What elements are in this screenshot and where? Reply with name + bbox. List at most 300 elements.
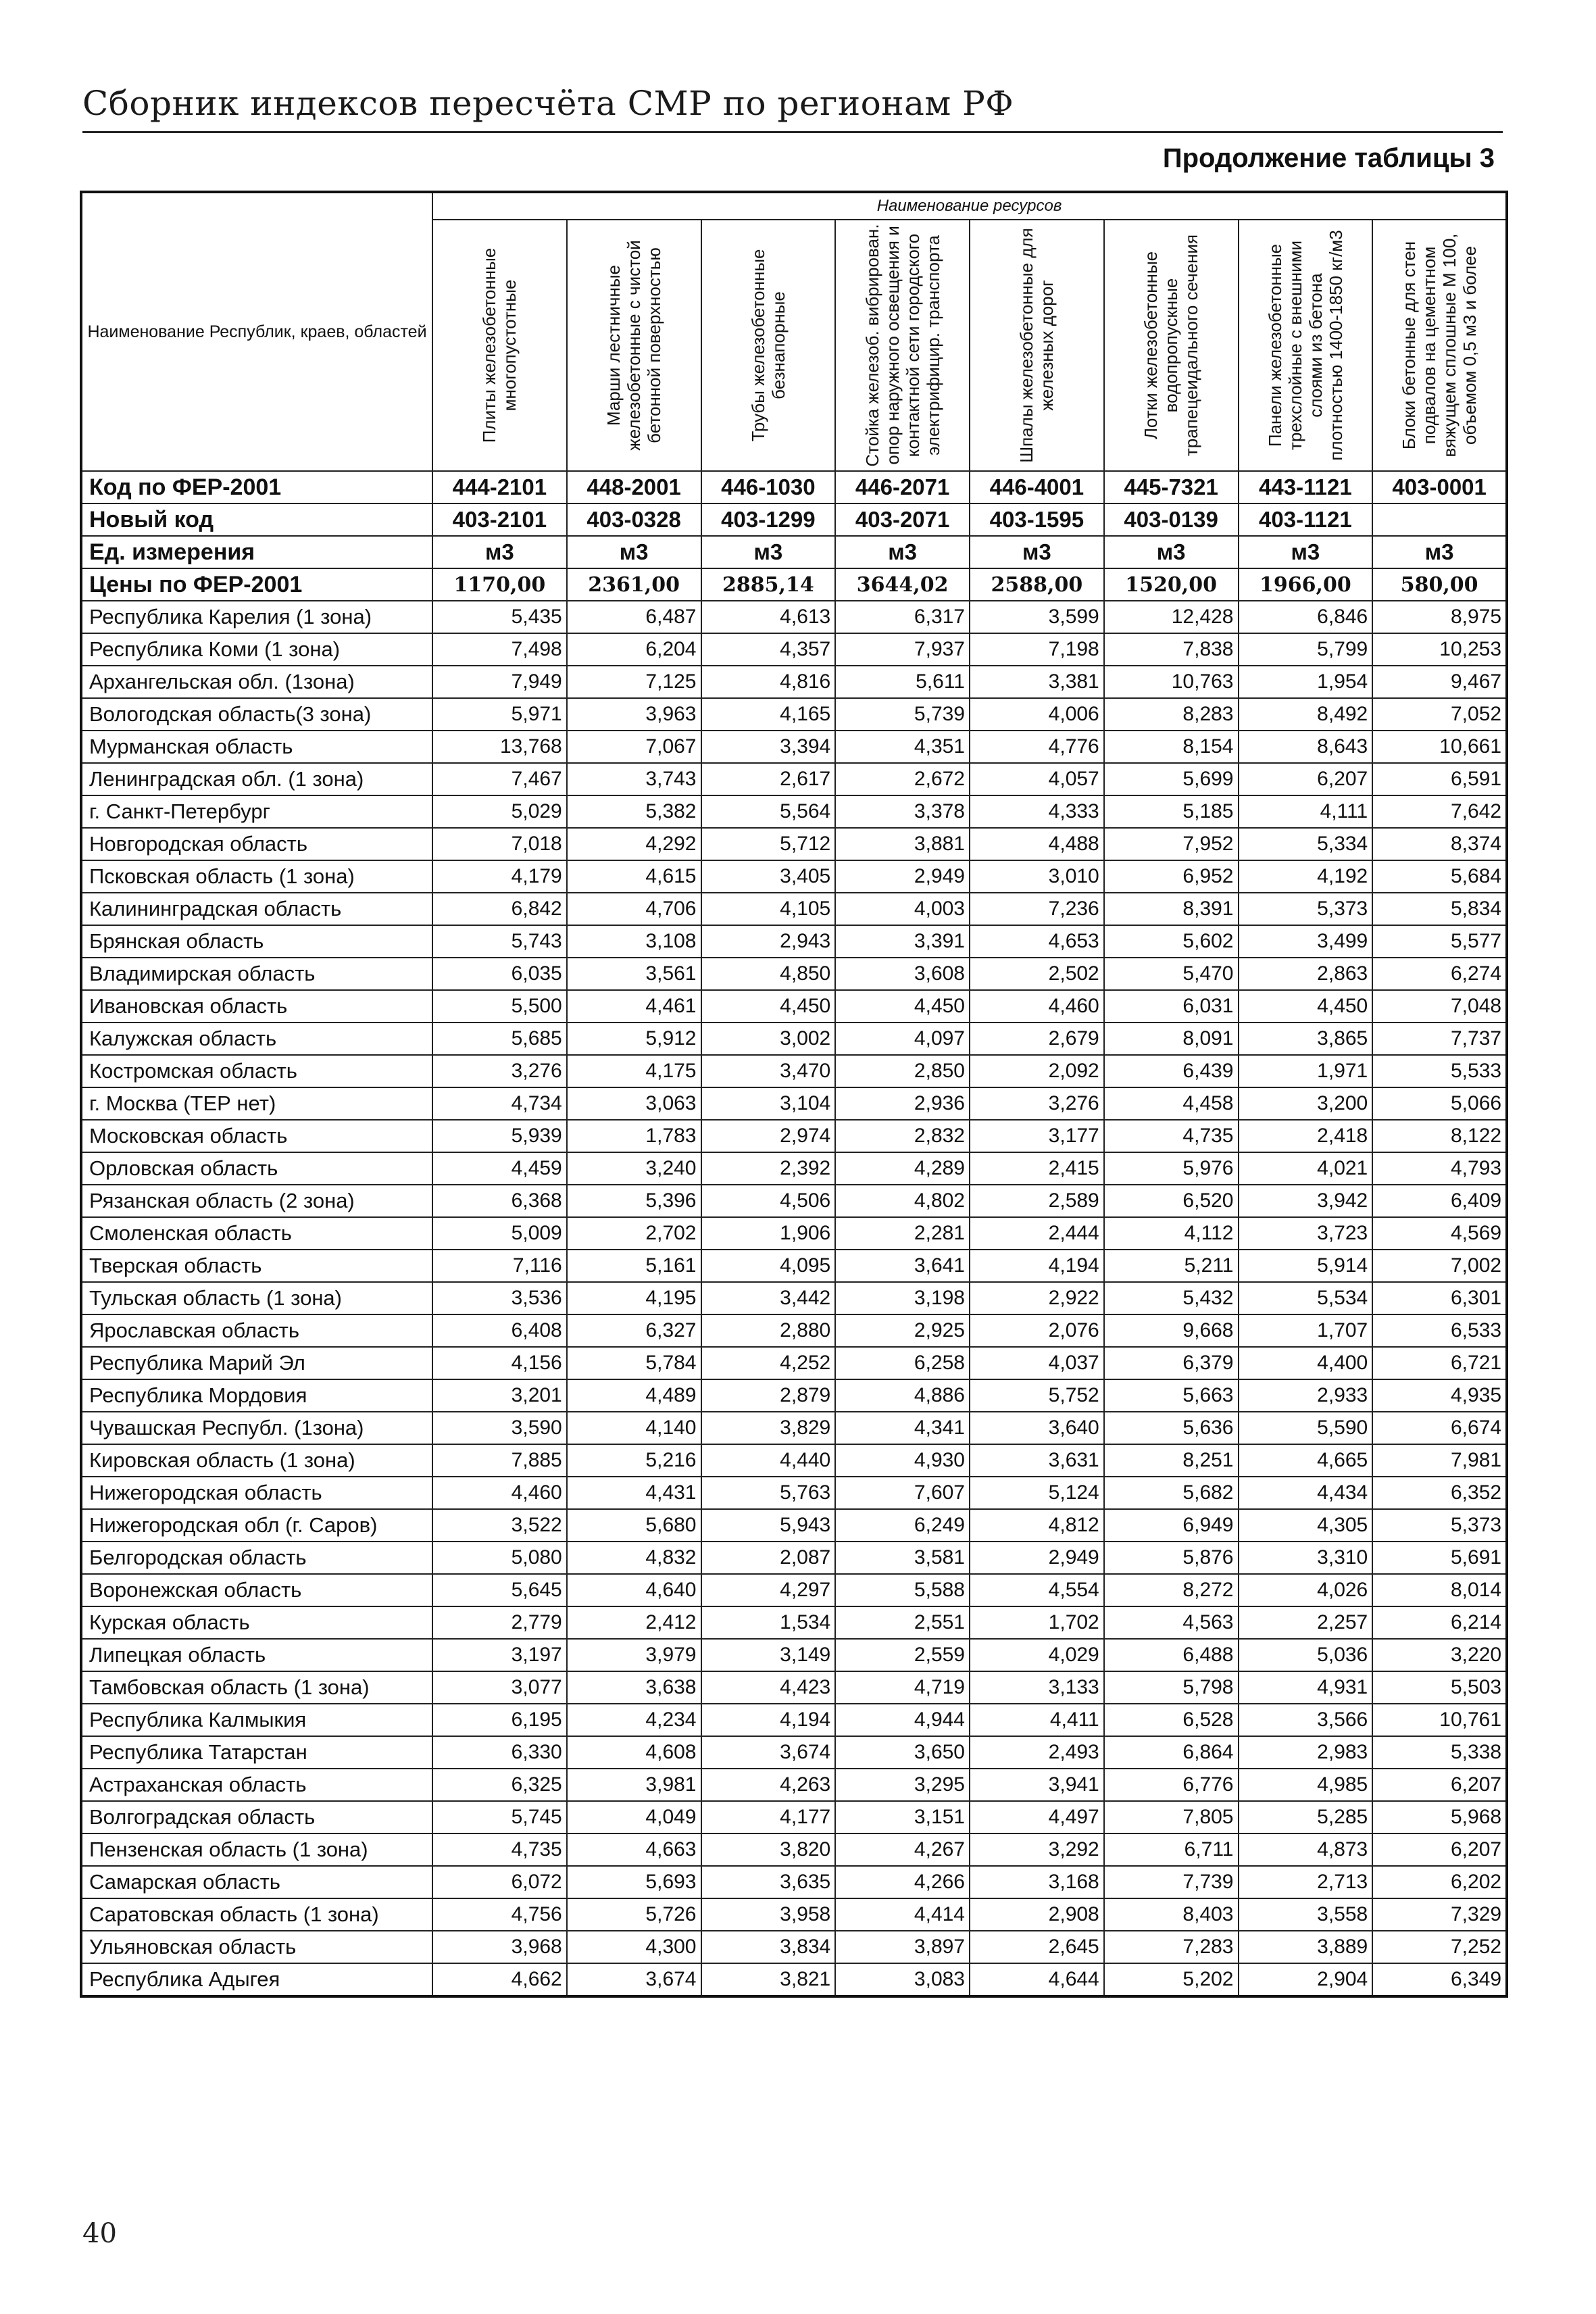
index-value: 6,207 — [1239, 763, 1373, 795]
index-value: 4,357 — [701, 633, 836, 666]
index-value: 10,763 — [1104, 666, 1239, 698]
region-name: Тамбовская область (1 зона) — [81, 1671, 432, 1704]
index-value: 5,739 — [835, 698, 970, 731]
meta-value: 2361,00 — [567, 568, 701, 601]
index-value: 3,295 — [835, 1769, 970, 1801]
index-value: 5,029 — [432, 795, 567, 828]
index-value: 2,949 — [835, 860, 970, 893]
region-name: Республика Адыгея — [81, 1963, 432, 1996]
region-name: Новгородская область — [81, 828, 432, 860]
index-value: 4,459 — [432, 1152, 567, 1185]
index-value: 5,211 — [1104, 1250, 1239, 1282]
index-value: 8,374 — [1372, 828, 1507, 860]
index-value: 5,202 — [1104, 1963, 1239, 1996]
meta-value: 403-2101 — [432, 503, 567, 536]
table-row — [81, 1833, 1507, 1866]
index-value: 7,642 — [1372, 795, 1507, 828]
index-value: 3,151 — [835, 1801, 970, 1833]
index-value: 3,650 — [835, 1736, 970, 1769]
index-value: 6,202 — [1372, 1866, 1507, 1898]
fer-code-row — [81, 471, 1507, 503]
index-value: 2,493 — [970, 1736, 1104, 1769]
index-value: 3,821 — [701, 1963, 836, 1996]
index-value: 5,373 — [1372, 1509, 1507, 1542]
index-value: 2,645 — [970, 1931, 1104, 1963]
index-value: 7,198 — [970, 633, 1104, 666]
index-value: 3,566 — [1239, 1704, 1373, 1736]
index-value: 1,707 — [1239, 1314, 1373, 1347]
index-value: 4,458 — [1104, 1087, 1239, 1120]
index-value: 6,520 — [1104, 1185, 1239, 1217]
index-value: 6,721 — [1372, 1347, 1507, 1379]
index-value: 10,761 — [1372, 1704, 1507, 1736]
header-rule — [82, 131, 1503, 133]
index-value: 4,793 — [1372, 1152, 1507, 1185]
index-value: 6,327 — [567, 1314, 701, 1347]
index-value: 4,930 — [835, 1444, 970, 1477]
index-value: 3,198 — [835, 1282, 970, 1314]
index-value: 5,161 — [567, 1250, 701, 1282]
region-name: Волгоградская область — [81, 1801, 432, 1833]
table-row — [81, 1866, 1507, 1898]
index-value: 3,581 — [835, 1542, 970, 1574]
region-name: Республика Калмыкия — [81, 1704, 432, 1736]
index-value: 5,784 — [567, 1347, 701, 1379]
index-value: 7,048 — [1372, 990, 1507, 1023]
meta-value: м3 — [567, 536, 701, 568]
price-row — [81, 568, 1507, 601]
index-value: 7,052 — [1372, 698, 1507, 731]
meta-value: м3 — [1239, 536, 1373, 568]
index-value: 1,906 — [701, 1217, 836, 1250]
index-value: 2,779 — [432, 1606, 567, 1639]
index-value: 4,706 — [567, 893, 701, 925]
column-header-label: Марши лестничные железобетонные с чистой бетонной поверхностью — [603, 240, 665, 451]
index-value: 4,006 — [970, 698, 1104, 731]
index-value: 3,220 — [1372, 1639, 1507, 1671]
index-value: 3,599 — [970, 601, 1104, 633]
region-name: Саратовская область (1 зона) — [81, 1898, 432, 1931]
meta-value: 580,00 — [1372, 568, 1507, 601]
index-value: 5,590 — [1239, 1412, 1373, 1444]
region-name: Пензенская область (1 зона) — [81, 1833, 432, 1866]
index-value: 4,266 — [835, 1866, 970, 1898]
index-value: 3,881 — [835, 828, 970, 860]
index-value: 3,558 — [1239, 1898, 1373, 1931]
table-row — [81, 601, 1507, 633]
index-value: 5,338 — [1372, 1736, 1507, 1769]
index-value: 3,958 — [701, 1898, 836, 1931]
index-value: 6,207 — [1372, 1769, 1507, 1801]
index-value: 4,021 — [1239, 1152, 1373, 1185]
index-value: 4,931 — [1239, 1671, 1373, 1704]
index-value: 4,179 — [432, 860, 567, 893]
index-value: 12,428 — [1104, 601, 1239, 633]
meta-value: 1170,00 — [432, 568, 567, 601]
index-value: 8,391 — [1104, 893, 1239, 925]
index-value: 7,737 — [1372, 1023, 1507, 1055]
region-name: Костромская область — [81, 1055, 432, 1087]
index-value: 4,461 — [567, 990, 701, 1023]
column-header-label: Лотки железобетонные водопропускные трапецеидального сечения — [1141, 234, 1202, 457]
index-value: 5,382 — [567, 795, 701, 828]
index-value: 8,403 — [1104, 1898, 1239, 1931]
index-value: 5,680 — [567, 1509, 701, 1542]
table-row — [81, 1185, 1507, 1217]
index-value: 4,615 — [567, 860, 701, 893]
index-value: 4,289 — [835, 1152, 970, 1185]
index-value: 5,066 — [1372, 1087, 1507, 1120]
index-value: 4,029 — [970, 1639, 1104, 1671]
table-row — [81, 828, 1507, 860]
index-value: 3,638 — [567, 1671, 701, 1704]
region-name: г. Москва (ТЕР нет) — [81, 1087, 432, 1120]
table-row — [81, 1509, 1507, 1542]
table-row — [81, 795, 1507, 828]
data-rows — [81, 601, 1507, 1996]
index-value: 5,693 — [567, 1866, 701, 1898]
index-value: 4,333 — [970, 795, 1104, 828]
table-row — [81, 1250, 1507, 1282]
index-value: 9,668 — [1104, 1314, 1239, 1347]
index-value: 4,175 — [567, 1055, 701, 1087]
index-value: 2,922 — [970, 1282, 1104, 1314]
region-name: Республика Татарстан — [81, 1736, 432, 1769]
index-value: 4,057 — [970, 763, 1104, 795]
index-value: 4,644 — [970, 1963, 1104, 1996]
region-name: Псковская область (1 зона) — [81, 860, 432, 893]
column-header-label: Трубы железобетонные безнапорные — [747, 249, 789, 442]
new-code-row — [81, 503, 1507, 536]
index-value: 6,349 — [1372, 1963, 1507, 1996]
index-value: 3,381 — [970, 666, 1104, 698]
meta-value: 403-0139 — [1104, 503, 1239, 536]
index-value: 7,329 — [1372, 1898, 1507, 1931]
page-number: 40 — [82, 2218, 117, 2249]
index-value: 4,653 — [970, 925, 1104, 958]
meta-value: 446-4001 — [970, 471, 1104, 503]
index-value: 3,641 — [835, 1250, 970, 1282]
unit-row — [81, 536, 1507, 568]
index-value: 5,470 — [1104, 958, 1239, 990]
column-header — [1372, 220, 1507, 471]
index-value: 6,674 — [1372, 1412, 1507, 1444]
index-value: 5,645 — [432, 1574, 567, 1606]
meta-value: 2885,14 — [701, 568, 836, 601]
index-value: 4,037 — [970, 1347, 1104, 1379]
index-value: 6,368 — [432, 1185, 567, 1217]
index-value: 3,168 — [970, 1866, 1104, 1898]
index-value: 4,812 — [970, 1509, 1104, 1542]
index-value: 6,031 — [1104, 990, 1239, 1023]
index-value: 3,201 — [432, 1379, 567, 1412]
index-value: 6,711 — [1104, 1833, 1239, 1866]
index-value: 4,563 — [1104, 1606, 1239, 1639]
index-value: 3,200 — [1239, 1087, 1373, 1120]
index-value: 5,684 — [1372, 860, 1507, 893]
index-value: 6,035 — [432, 958, 567, 990]
index-value: 5,968 — [1372, 1801, 1507, 1833]
index-value: 6,949 — [1104, 1509, 1239, 1542]
index-value: 3,865 — [1239, 1023, 1373, 1055]
index-value: 5,373 — [1239, 893, 1373, 925]
index-value: 4,832 — [567, 1542, 701, 1574]
index-value: 3,405 — [701, 860, 836, 893]
index-value: 2,415 — [970, 1152, 1104, 1185]
index-value: 6,409 — [1372, 1185, 1507, 1217]
index-value: 3,889 — [1239, 1931, 1373, 1963]
index-value: 2,983 — [1239, 1736, 1373, 1769]
index-value: 4,802 — [835, 1185, 970, 1217]
region-name: г. Санкт-Петербург — [81, 795, 432, 828]
region-name: Калининградская область — [81, 893, 432, 925]
index-value: 5,396 — [567, 1185, 701, 1217]
meta-label: Код по ФЕР-2001 — [81, 471, 432, 503]
region-name: Мурманская область — [81, 731, 432, 763]
table-row — [81, 1347, 1507, 1379]
index-value: 4,111 — [1239, 795, 1373, 828]
index-value: 13,768 — [432, 731, 567, 763]
index-value: 3,077 — [432, 1671, 567, 1704]
meta-rows — [81, 471, 1507, 601]
index-value: 5,216 — [567, 1444, 701, 1477]
index-value: 3,240 — [567, 1152, 701, 1185]
column-header-label: Стойка железоб. вибрирован. опор наружного освещения и контактной сети городского электрифицир. транспорта — [862, 224, 943, 467]
index-value: 4,497 — [970, 1801, 1104, 1833]
index-value: 3,470 — [701, 1055, 836, 1087]
index-value: 3,820 — [701, 1833, 836, 1866]
index-value: 5,432 — [1104, 1282, 1239, 1314]
index-value: 4,105 — [701, 893, 836, 925]
index-table — [80, 191, 1508, 1998]
index-value: 7,949 — [432, 666, 567, 698]
index-value: 3,197 — [432, 1639, 567, 1671]
meta-value: 403-1299 — [701, 503, 836, 536]
table-row — [81, 633, 1507, 666]
region-name: Чувашская Республ. (1зона) — [81, 1412, 432, 1444]
table-caption: Продолжение таблицы 3 — [1162, 143, 1495, 173]
meta-value: 448-2001 — [567, 471, 701, 503]
index-value: 3,010 — [970, 860, 1104, 893]
index-value: 5,577 — [1372, 925, 1507, 958]
index-value: 4,460 — [970, 990, 1104, 1023]
index-value: 3,394 — [701, 731, 836, 763]
index-value: 2,974 — [701, 1120, 836, 1152]
index-value: 1,534 — [701, 1606, 836, 1639]
index-value: 4,488 — [970, 828, 1104, 860]
index-value: 4,608 — [567, 1736, 701, 1769]
region-name: Липецкая область — [81, 1639, 432, 1671]
table-row — [81, 1931, 1507, 1963]
index-value: 6,207 — [1372, 1833, 1507, 1866]
index-value: 4,756 — [432, 1898, 567, 1931]
index-value: 4,263 — [701, 1769, 836, 1801]
region-name: Воронежская область — [81, 1574, 432, 1606]
region-name: Ульяновская область — [81, 1931, 432, 1963]
index-value: 4,234 — [567, 1704, 701, 1736]
index-value: 2,617 — [701, 763, 836, 795]
index-value: 8,251 — [1104, 1444, 1239, 1477]
index-value: 4,450 — [701, 990, 836, 1023]
index-value: 6,352 — [1372, 1477, 1507, 1509]
index-value: 3,981 — [567, 1769, 701, 1801]
index-value: 3,590 — [432, 1412, 567, 1444]
index-value: 7,981 — [1372, 1444, 1507, 1477]
table-row — [81, 1801, 1507, 1833]
table-row — [81, 1444, 1507, 1477]
index-value: 8,122 — [1372, 1120, 1507, 1152]
index-value: 5,080 — [432, 1542, 567, 1574]
table-row — [81, 1574, 1507, 1606]
index-value: 8,154 — [1104, 731, 1239, 763]
meta-value: 1966,00 — [1239, 568, 1373, 601]
index-value: 4,431 — [567, 1477, 701, 1509]
index-value: 5,691 — [1372, 1542, 1507, 1574]
column-header-label: Плиты железобетонные многопустотные — [479, 247, 520, 443]
index-value: 2,880 — [701, 1314, 836, 1347]
index-value: 3,963 — [567, 698, 701, 731]
index-value: 4,292 — [567, 828, 701, 860]
index-value: 7,067 — [567, 731, 701, 763]
meta-value: м3 — [1372, 536, 1507, 568]
column-header-label: Панели железобетонные трехслойные с внешними слоями из бетона плотностью 1400-1850 кг/м3 — [1264, 230, 1346, 461]
table-row — [81, 893, 1507, 925]
index-value: 8,272 — [1104, 1574, 1239, 1606]
index-value: 4,735 — [1104, 1120, 1239, 1152]
index-value: 3,310 — [1239, 1542, 1373, 1574]
table-row — [81, 1671, 1507, 1704]
table-row — [81, 925, 1507, 958]
index-value: 4,165 — [701, 698, 836, 731]
index-value: 4,049 — [567, 1801, 701, 1833]
index-value: 4,640 — [567, 1574, 701, 1606]
meta-value: 445-7321 — [1104, 471, 1239, 503]
region-name: Калужская область — [81, 1023, 432, 1055]
table-row — [81, 763, 1507, 795]
index-value: 3,631 — [970, 1444, 1104, 1477]
table-row — [81, 1606, 1507, 1639]
index-value: 7,125 — [567, 666, 701, 698]
table-row — [81, 1087, 1507, 1120]
index-value: 4,944 — [835, 1704, 970, 1736]
index-value: 4,460 — [432, 1477, 567, 1509]
index-value: 7,467 — [432, 763, 567, 795]
index-value: 2,589 — [970, 1185, 1104, 1217]
index-value: 4,569 — [1372, 1217, 1507, 1250]
index-value: 3,108 — [567, 925, 701, 958]
index-value: 4,411 — [970, 1704, 1104, 1736]
region-name: Орловская область — [81, 1152, 432, 1185]
index-value: 5,564 — [701, 795, 836, 828]
region-name: Смоленская область — [81, 1217, 432, 1250]
index-value: 3,063 — [567, 1087, 701, 1120]
region-column-header: Наименование Республик, краев, областей — [81, 192, 432, 471]
index-value: 7,002 — [1372, 1250, 1507, 1282]
index-value: 4,506 — [701, 1185, 836, 1217]
index-value: 6,301 — [1372, 1282, 1507, 1314]
region-name: Ярославская область — [81, 1314, 432, 1347]
index-value: 5,534 — [1239, 1282, 1373, 1314]
index-value: 5,533 — [1372, 1055, 1507, 1087]
column-header — [701, 220, 836, 471]
index-value: 3,640 — [970, 1412, 1104, 1444]
index-value: 2,702 — [567, 1217, 701, 1250]
index-value: 1,702 — [970, 1606, 1104, 1639]
index-value: 4,003 — [835, 893, 970, 925]
meta-value: 403-2071 — [835, 503, 970, 536]
index-value: 4,665 — [1239, 1444, 1373, 1477]
index-value: 8,014 — [1372, 1574, 1507, 1606]
table-row — [81, 1023, 1507, 1055]
index-value: 7,937 — [835, 633, 970, 666]
index-value: 3,979 — [567, 1639, 701, 1671]
region-name: Республика Марий Эл — [81, 1347, 432, 1379]
index-value: 6,439 — [1104, 1055, 1239, 1087]
table-row — [81, 860, 1507, 893]
region-name: Ивановская область — [81, 990, 432, 1023]
index-value: 2,092 — [970, 1055, 1104, 1087]
table-row — [81, 1379, 1507, 1412]
index-value: 4,440 — [701, 1444, 836, 1477]
index-value: 5,743 — [432, 925, 567, 958]
index-value: 7,952 — [1104, 828, 1239, 860]
region-name: Астраханская область — [81, 1769, 432, 1801]
index-value: 4,026 — [1239, 1574, 1373, 1606]
index-value: 6,487 — [567, 601, 701, 633]
index-value: 5,036 — [1239, 1639, 1373, 1671]
index-value: 4,341 — [835, 1412, 970, 1444]
index-value: 6,330 — [432, 1736, 567, 1769]
region-name: Тверская область — [81, 1250, 432, 1282]
index-value: 5,939 — [432, 1120, 567, 1152]
index-value: 4,935 — [1372, 1379, 1507, 1412]
table-row — [81, 1963, 1507, 1996]
region-name: Кировская область (1 зона) — [81, 1444, 432, 1477]
table-row — [81, 1314, 1507, 1347]
index-value: 6,864 — [1104, 1736, 1239, 1769]
index-value: 3,442 — [701, 1282, 836, 1314]
index-value: 10,253 — [1372, 633, 1507, 666]
index-value: 5,726 — [567, 1898, 701, 1931]
index-value: 2,281 — [835, 1217, 970, 1250]
index-value: 3,149 — [701, 1639, 836, 1671]
meta-value: м3 — [701, 536, 836, 568]
table-row — [81, 1704, 1507, 1736]
index-value: 4,400 — [1239, 1347, 1373, 1379]
table-row — [81, 666, 1507, 698]
index-value: 3,941 — [970, 1769, 1104, 1801]
table-row — [81, 1152, 1507, 1185]
index-value: 7,498 — [432, 633, 567, 666]
index-value: 3,968 — [432, 1931, 567, 1963]
index-value: 5,799 — [1239, 633, 1373, 666]
index-value: 4,719 — [835, 1671, 970, 1704]
meta-value: 403-1121 — [1239, 503, 1373, 536]
index-value: 4,192 — [1239, 860, 1373, 893]
column-header — [1239, 220, 1373, 471]
column-header-label: Блоки бетонные для стен подвалов на цементном вяжущем сплошные М 100, объемом 0,5 м3 и более — [1399, 233, 1480, 458]
index-value: 5,602 — [1104, 925, 1239, 958]
index-value: 4,195 — [567, 1282, 701, 1314]
meta-value — [1372, 503, 1507, 536]
table-row — [81, 1055, 1507, 1087]
index-value: 2,559 — [835, 1639, 970, 1671]
meta-value: м3 — [835, 536, 970, 568]
index-value: 1,783 — [567, 1120, 701, 1152]
index-value: 4,423 — [701, 1671, 836, 1704]
index-value: 5,876 — [1104, 1542, 1239, 1574]
meta-value: 403-1595 — [970, 503, 1104, 536]
